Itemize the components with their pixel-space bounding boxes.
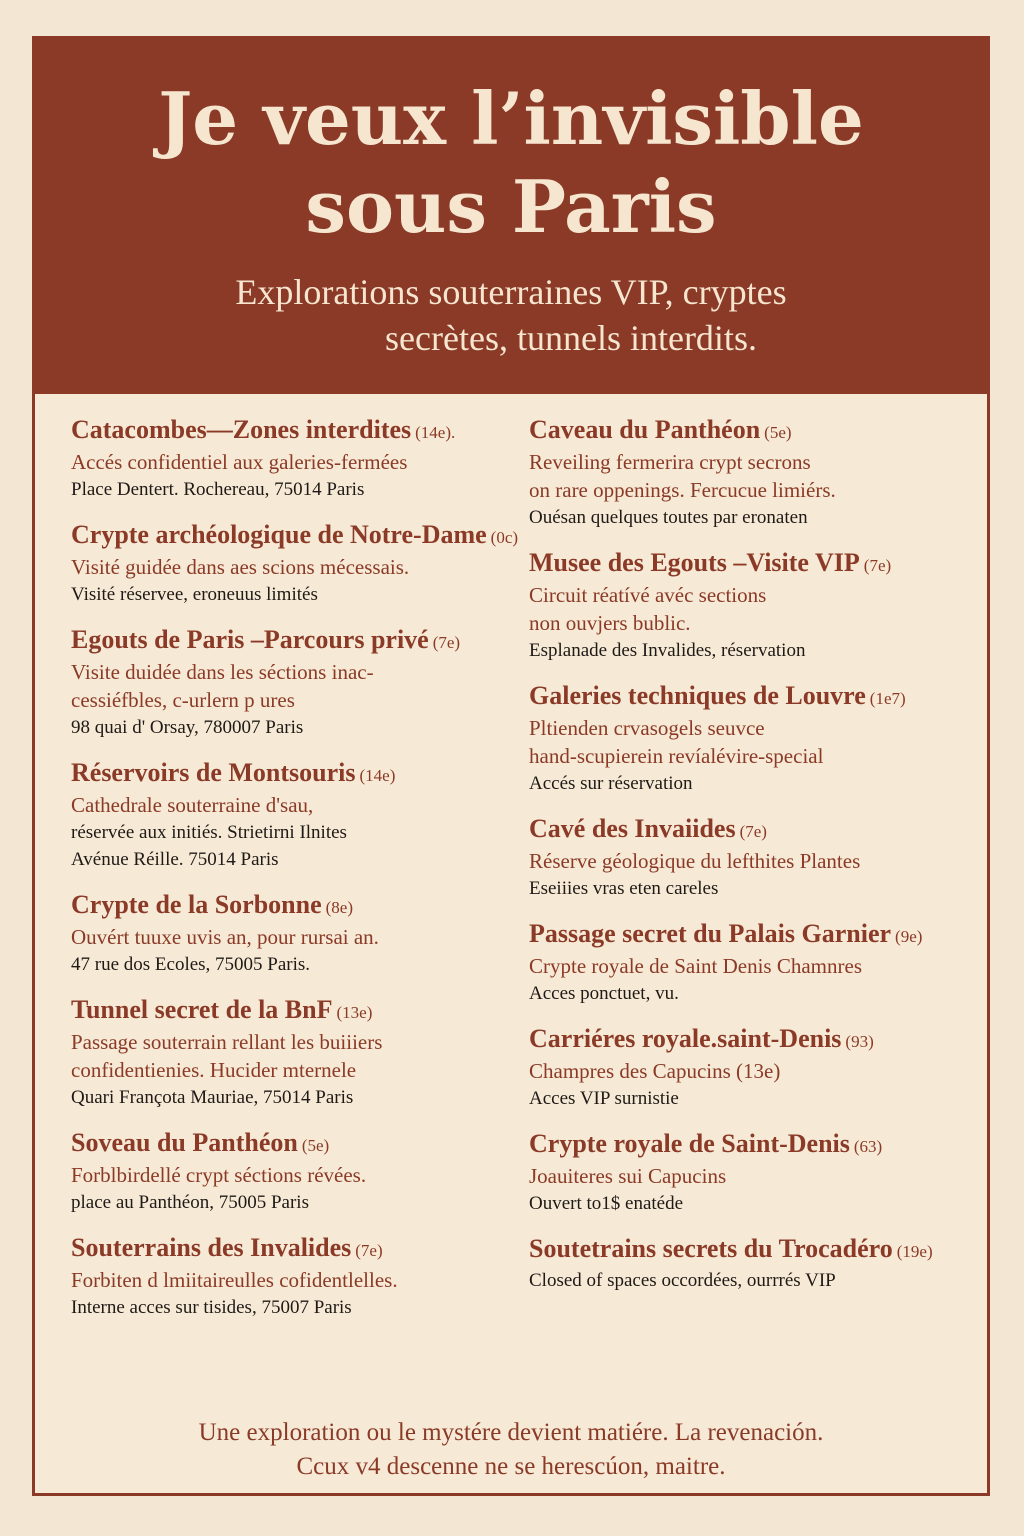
listing-entry <box>71 994 521 1111</box>
footer-line-2: Ccux v4 descenne ne se herescúon, maitre. <box>296 1453 726 1480</box>
entry-description: on rare oppenings. Fercucue limiérs. <box>529 478 836 502</box>
entry-description: Circuit réatívé avéc sections <box>529 583 767 607</box>
entry-title <box>529 1023 969 1057</box>
listing-entry <box>529 813 969 902</box>
right-column <box>529 414 969 1310</box>
entry-title-text: Passage secret du Palais Garnier <box>529 919 892 948</box>
arrondissement-label: (1e7) <box>869 689 906 708</box>
entry-address: Acces VIP surnistie <box>529 1088 679 1109</box>
arrondissement-label: (7e) <box>863 556 892 575</box>
listing-entry <box>71 1232 521 1321</box>
entry-address: Esplanade des Invalides, réservation <box>529 640 806 661</box>
entry-address: 47 rue dos Ecoles, 75005 Paris. <box>71 954 311 975</box>
page-title <box>35 75 987 251</box>
entry-title-text: Caveau du Panthéon <box>529 415 761 444</box>
entry-description: hand-scupierein revíalévire-special <box>529 744 824 768</box>
entry-title <box>71 1232 521 1266</box>
entry-description: Accés confidentiel aux galeries-fermées <box>71 450 408 474</box>
arrondissement-label: (7e) <box>739 822 767 841</box>
entry-description: Réserve géologique du lefthites Plantes <box>529 849 861 873</box>
entry-title-text: Soveau du Panthéon <box>71 1128 298 1157</box>
listing-entry <box>529 680 969 797</box>
entry-address: Eseiiies vras eten careles <box>529 878 719 899</box>
arrondissement-label: (7e) <box>432 633 461 652</box>
footer <box>35 1416 987 1484</box>
entry-title <box>71 757 521 791</box>
entry-address: Visité réservee, eroneuus limités <box>71 584 318 605</box>
entry-title-text: Egouts de Paris –Parcours privé <box>71 625 429 654</box>
entry-title-text: Crypte de la Sorbonne <box>71 890 322 919</box>
entry-title-text: Soutetrains secrets du Trocadéro <box>529 1234 893 1263</box>
entry-address: Accés sur réservation <box>529 773 693 794</box>
listing-entry <box>529 547 969 664</box>
entry-title-text: Crypte royale de Saint-Denis <box>529 1129 850 1158</box>
entry-address: Place Dentert. Rochereau, 75014 Paris <box>71 479 365 500</box>
entry-title <box>529 813 969 847</box>
arrondissement-label: (63) <box>853 1137 883 1156</box>
entry-title <box>71 994 521 1028</box>
entry-description: Joauiteres sui Capucins <box>529 1164 727 1188</box>
entry-address: réservée aux initiés. Strietirni Ilnites <box>71 822 347 843</box>
entry-title <box>529 918 969 952</box>
entry-description: cessiéfbles, c-urlern p ures <box>71 688 295 712</box>
entry-address: Interne acces sur tisides, 75007 Paris <box>71 1297 352 1318</box>
subtitle-line-1: Explorations souterraines VIP, cryptes <box>235 272 787 312</box>
entry-description: Visite duidée dans les séctions inac- <box>71 660 374 684</box>
entry-title-text: Souterrains des Invalides <box>71 1233 352 1262</box>
entry-title-text: Catacombes—Zones interdites <box>71 415 412 444</box>
title-line-2: sous Paris <box>305 164 717 249</box>
entry-title <box>529 547 969 581</box>
arrondissement-label: (0c) <box>490 528 519 547</box>
title-line-1: Je veux l’invisible <box>158 76 864 161</box>
entry-title <box>529 680 969 714</box>
entry-title <box>71 624 521 658</box>
entry-description: Pltienden crvasogels seuvce <box>529 716 765 740</box>
listing-entry <box>529 414 969 531</box>
listing-entry <box>529 918 969 1007</box>
page-subtitle <box>35 269 987 361</box>
subtitle-line-2: secrètes, tunnels interdits. <box>385 318 757 358</box>
entry-description: Forbiten d lmiitaireulles cofidentlelles. <box>71 1268 398 1292</box>
listing-entry <box>529 1023 969 1112</box>
entry-address: Ouésan quelques toutes par eronaten <box>529 507 808 528</box>
listing-entry <box>71 757 521 873</box>
entry-description: Reveiling fermerira crypt secrons <box>529 450 811 474</box>
entry-title-text: Réservoirs de Montsouris <box>71 758 356 787</box>
entry-address: place au Panthéon, 75005 Paris <box>71 1192 309 1213</box>
entry-address: Avénue Réille. 75014 Paris <box>71 849 279 870</box>
entry-title-text: Tunnel secret de la BnF <box>71 995 333 1024</box>
arrondissement-label: (14e). <box>415 423 456 442</box>
entry-title <box>529 1128 969 1162</box>
footer-line-1: Une exploration ou le mystére devient matiére. La revenación. <box>198 1419 824 1446</box>
entry-description: Crypte royale de Saint Denis Chamnres <box>529 954 863 978</box>
arrondissement-label: (13e) <box>336 1003 373 1022</box>
entry-description: confidentienies. Hucider mternele <box>71 1058 357 1082</box>
entry-address: 98 quai d' Orsay, 780007 Paris <box>71 717 304 738</box>
entry-title-text: Galeries techniques de Louvre <box>529 681 866 710</box>
entry-address: Closed of spaces occordées, ourrrés VIP <box>529 1270 836 1291</box>
entry-description: Visité guidée dans aes scions mécessais. <box>71 555 410 579</box>
arrondissement-label: (19e) <box>896 1242 933 1261</box>
arrondissement-label: (9e) <box>895 927 923 946</box>
entry-title <box>529 414 969 448</box>
entry-title <box>529 1233 969 1267</box>
listing-entry <box>71 889 521 978</box>
entry-title <box>71 1127 521 1161</box>
entry-description: Forblbirdellé crypt séctions révées. <box>71 1163 367 1187</box>
entry-title-text: Crypte archéologique de Notre-Dame <box>71 520 487 549</box>
entry-description: Passage souterrain rellant les buiiiers <box>71 1030 383 1054</box>
listing-entry <box>529 1128 969 1217</box>
listing-entry <box>71 414 521 503</box>
arrondissement-label: (14e) <box>359 766 396 785</box>
entry-title <box>71 414 521 448</box>
header-banner <box>35 39 987 394</box>
listing-entry <box>71 519 521 608</box>
entry-address: Acces ponctuet, vu. <box>529 983 679 1004</box>
arrondissement-label: (8e) <box>325 898 353 917</box>
listing-entry <box>71 1127 521 1216</box>
arrondissement-label: (7e) <box>355 1241 383 1260</box>
entry-description: Ouvért tuuxe uvis an, pour rursai an. <box>71 925 379 949</box>
arrondissement-label: (5e) <box>301 1136 330 1155</box>
entry-description: Cathedrale souterraine d'sau, <box>71 793 314 817</box>
entry-address: Quari Françota Mauriae, 75014 Paris <box>71 1087 354 1108</box>
entry-title <box>71 519 521 553</box>
entry-description: Champres des Capucins (13e) <box>529 1059 781 1083</box>
listing-entry <box>71 624 521 741</box>
entry-title-text: Musee des Egouts –Visite VIP <box>529 548 860 577</box>
arrondissement-label: (93) <box>845 1032 874 1051</box>
poster-frame <box>32 36 990 1496</box>
entry-title-text: Cavé des Invaiides <box>529 814 736 843</box>
entry-address: Ouvert to1$ enatéde <box>529 1193 684 1214</box>
entry-description: non ouvjers bublic. <box>529 611 691 635</box>
entry-title <box>71 889 521 923</box>
listing-entry <box>529 1233 969 1294</box>
left-column <box>71 414 521 1337</box>
arrondissement-label: (5e) <box>764 423 792 442</box>
entry-title-text: Carriéres royale.saint-Denis <box>529 1024 842 1053</box>
